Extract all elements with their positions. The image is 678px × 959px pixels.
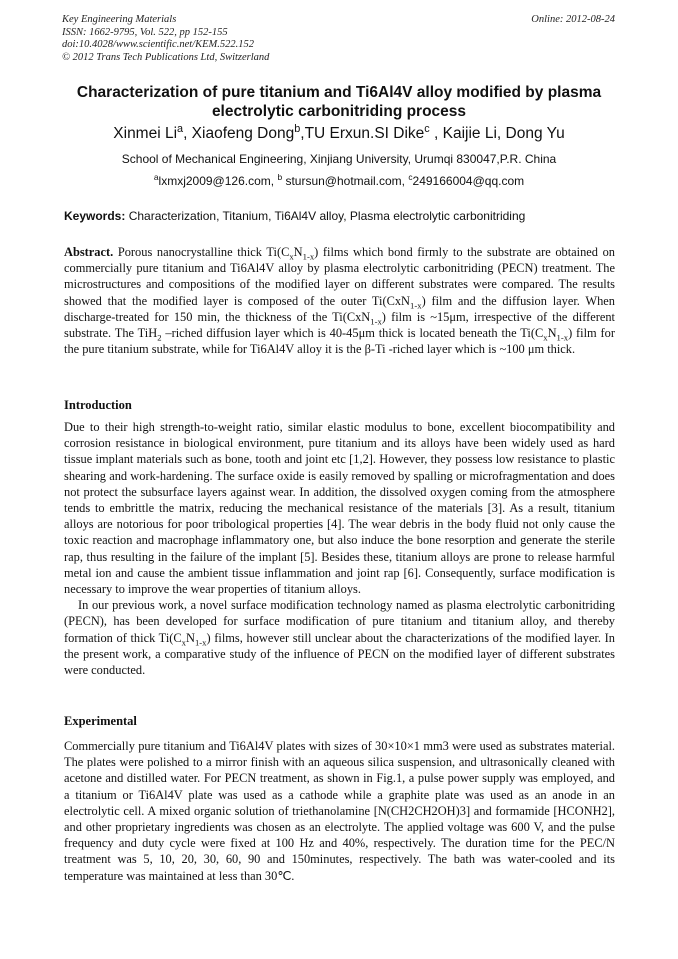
email-superscript: b [277,172,283,182]
author-name: ,TU Erxun.SI Dike [300,125,425,142]
paper-title: Characterization of pure titanium and Ti6Al4V alloy modified by plasma electrolytic carbonitriding process [76,84,602,120]
paragraph-text: In our previous work, a novel surface modification technology named as plasma electrolytic carbonitriding (PECN), has been developed for surface modification of pure titanium and titanium alloy, and thereby formation of thick Ti(C [64,598,615,645]
abstract-text: N [293,245,303,259]
introduction-paragraph [64,597,615,678]
subscript: x [543,332,548,343]
email-address: stursun@hotmail.com, [282,174,409,188]
section-heading-experimental: Experimental [64,714,137,728]
email-address: lxmxj2009@126.com, [158,174,278,188]
author-name: , Xiaofeng Dong [183,125,295,142]
subscript: 1-x [370,316,382,327]
copyright-line: © 2012 Trans Tech Publications Ltd, Switzerland [62,51,270,63]
subscript: 1-x [302,251,315,262]
introduction-section [64,419,615,678]
subscript: 1-x [556,332,569,343]
doi-line: doi:10.4028/www.scientific.net/KEM.522.152 [62,39,254,50]
author-name: , Kaijie Li, Dong Yu [429,125,565,142]
abstract-text: ) film and the diffusion layer. When discharge-treated for 150 min, the thickness of the Ti(CxN [64,293,615,324]
introduction-paragraph: Due to their high strength-to-weight ratio, similar elastic modulus to bone, excellent biocompatibility and corrosion resistance in biological environment, pure titanium and its alloys have been widely used as hard tissue implant materials such as bone, tooth and joint etc [1,2]. However, they possess low resistance to plastic shearing and work-hardening. The surface oxide is easily removed by spalling or microfragmentation and does not protect the subsurface layers against wear. In addition, the dissolved oxygen coming from the atmosphere tends to embrittle the matrix, reducing the mechanical resistance of the materials [3]. As a result, titanium alloys are notorious for poor tribological properties [4]. The wear debris in the body fluid not only cause the toxic reaction and macrophage inflammatory one, but also induce the bone resorption and generate the sterile rap, thus resulting in the failure of the implant [5]. Besides these, titanium alloys are prone to release harmful metal ion and cause the ambient tissue inflammation and joint rap [6]. Consequently, surface modification is necessary to improve the wear properties of titanium alloys. [64,420,615,597]
email-superscript: a [153,172,159,182]
paragraph-text: ) films, however still unclear about the characterizations of the modified layer. In the present work, a comparative study of the influence of PECN on the modified layer of different substrates were conducted. [64,630,615,678]
author-superscript: a [177,122,184,135]
section-heading-introduction: Introduction [64,398,132,412]
subscript: 1-x [410,300,422,311]
email-address: 249166004@qq.com [412,174,525,188]
online-date [531,14,615,27]
abstract-text: ) film for the pure titanium substrate, while for Ti6Al4V alloy it is the β-Ti -riched layer which is ~100 μm thick. [64,326,616,357]
paragraph-text: N [185,630,195,645]
issn-line: ISSN: 1662-9795, Vol. 522, pp 152-155 [62,26,228,38]
keywords-text: Characterization, Titanium, Ti6Al4V alloy, Plasma electrolytic carbonitriding [125,209,526,223]
author-superscript: c [424,122,430,135]
experimental-paragraph: Commercially pure titanium and Ti6Al4V plates with sizes of 30×10×1 mm3 were used as substrates material. The plates were polished to a mirror finish with an aqueous silica suspension, and ultrasonically cleaned with acetone and distilled water. For PECN treatment, as shown in Fig.1, a pulse power supply was employed, and a titanium or Ti6Al4V plate was used as a cathode while a graphite plate was used as an anode in an electrolytic cell. A mixed organic solution of triethanolamine [N(CH2CH2OH)3] and formamide [HCONH2], and other proprietary ingredients was chosen as an electrolyte. The applied voltage was 600 V, and the pulse frequency and duty cycle were fixed at 100 Hz and 40%, respectively. The duration time for the PEC/N treatment was 5, 10, 20, 30, 60, 90 and 150minutes, respectively. The bath was water-cooled and its temperature was maintained at less than 30℃. [64,739,615,883]
abstract-label: Abstract. [64,245,114,259]
abstract-text: ) film is ~15μm, irrespective of the different substrate. The TiH [64,309,615,341]
abstract-text: Porous nanocrystalline thick Ti(C [113,245,290,259]
email-superscript: c [408,172,413,182]
abstract [64,244,615,357]
subscript: x [289,251,294,262]
affiliation: School of Mechanical Engineering, Xinjiang University, Urumqi 830047,P.R. China [121,152,557,166]
author-name: Xinmei Li [113,125,178,142]
subscript: 1-x [194,637,207,648]
subscript: x [181,637,186,648]
journal-header [62,14,269,64]
author-superscript: b [294,122,301,135]
online-date-text: Online: 2012-08-24 [531,14,615,25]
experimental-section [64,738,615,884]
abstract-text: –riched diffusion layer which is 40-45μm thick is located beneath the Ti(C [161,326,544,341]
abstract-paragraph [64,244,615,357]
abstract-text: ) films which bond firmly to the substrate are obtained on commercially pure titanium and Ti6Al4V alloy by plasma electrolytic carbonitriding (PECN) treatment. The microstructures and compositions of the modified layer on different substrates were compared. The results showed that the modified layer is composed of the outer Ti(CxN [64,245,616,308]
abstract-text: N [547,326,557,341]
keywords-label: Keywords: [64,209,126,223]
author-list [20,124,658,144]
subscript: 2 [157,332,162,343]
keywords [64,208,624,224]
journal-name: Key Engineering Materials [62,14,177,25]
email-list [20,173,658,189]
